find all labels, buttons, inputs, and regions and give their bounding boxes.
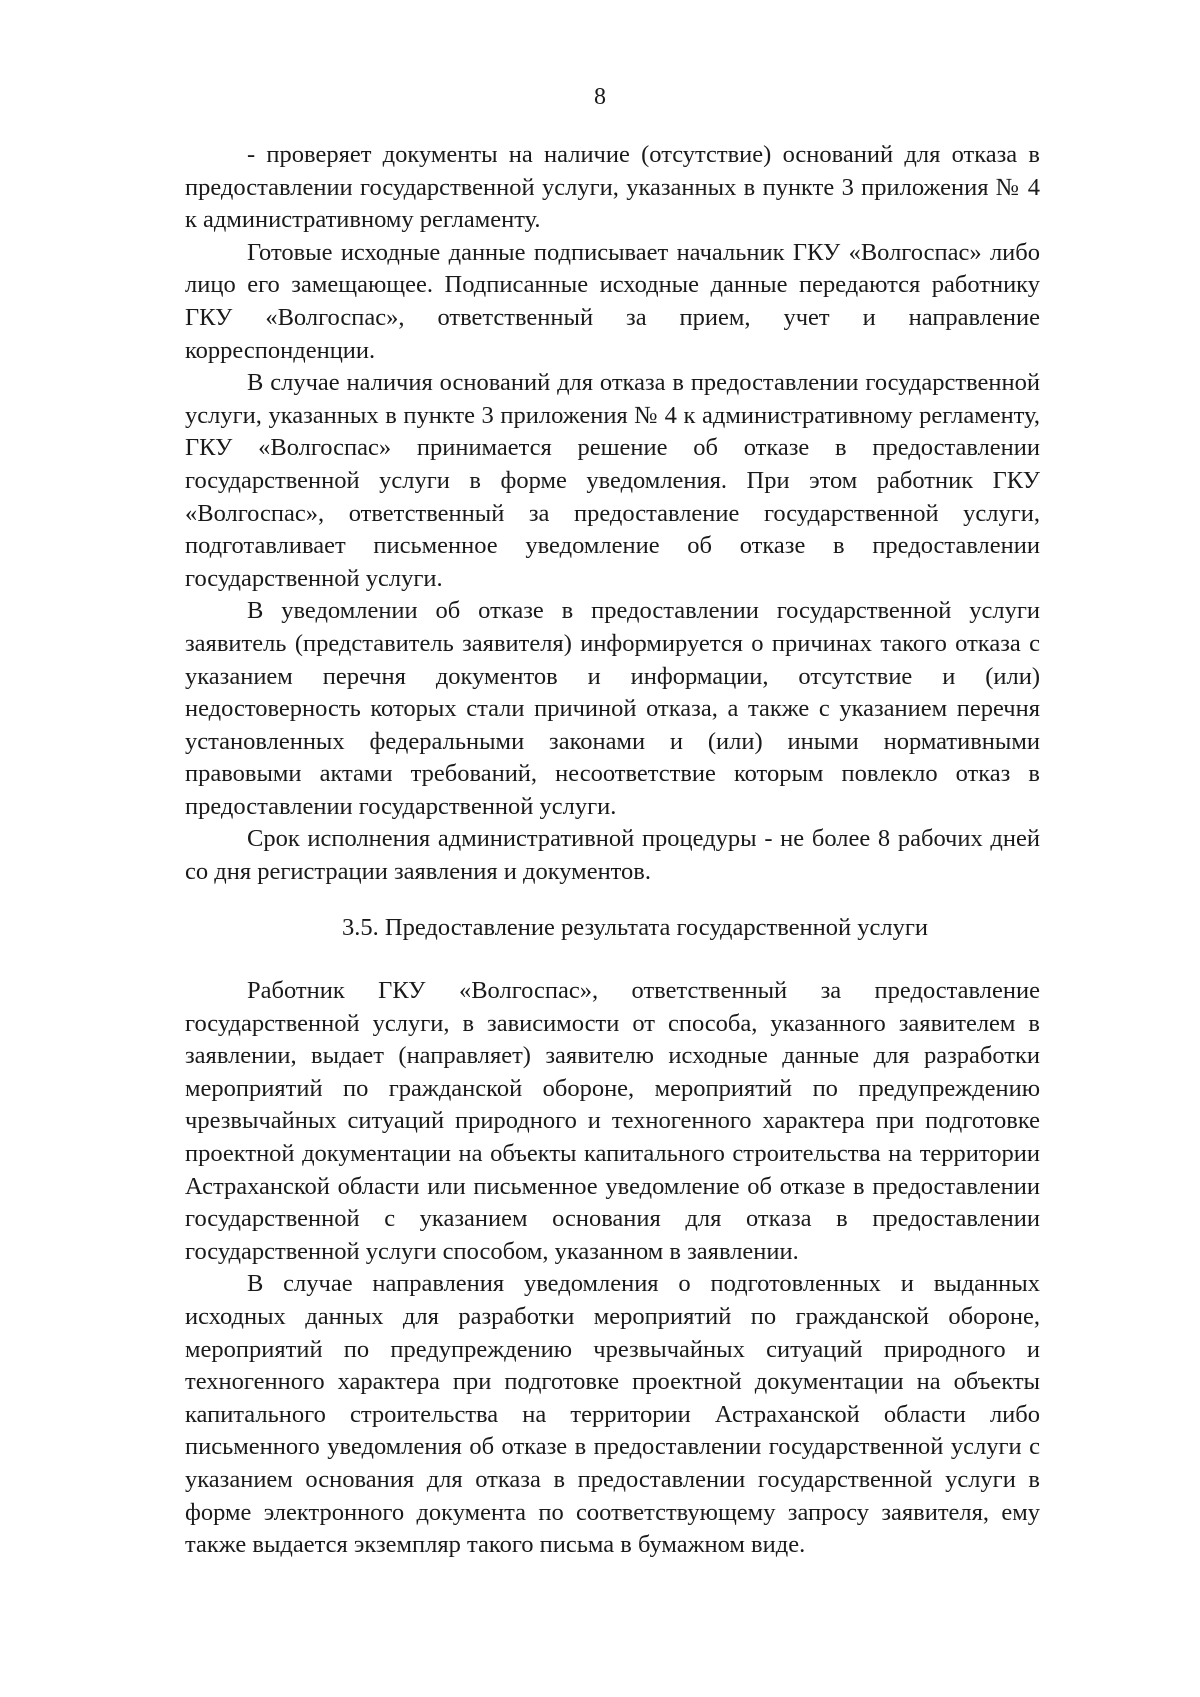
section-body-procedure — [185, 139, 1040, 889]
paragraph-refusal-decision: В случае наличия оснований для отказа в предоставлении государственной услуги, указанных в пункте 3 приложения № 4 к административному регламенту, ГКУ «Волгоспас» принимается решение об отказе в предоставлении государственной услуги в форме уведомления. При этом работник ГКУ «Волгоспас», ответственный за предоставление государственной услуги, подготавливает письменное уведомление об отказе в предоставлении государственной услуги. — [185, 369, 1040, 592]
section-heading: 3.5. Предоставление результата государственной услуги — [342, 914, 928, 941]
section-body-result — [185, 975, 1040, 1562]
paragraph-result-delivery: Работник ГКУ «Волгоспас», ответственный за предоставление государственной услуги, в зависимости от способа, указанного заявителем в заявлении, выдает (направляет) заявителю исходные данные для разработки мероприятий по гражданской обороне, мероприятий по предупреждению чрезвычайных ситуаций природного и техногенного характера при подготовке проектной документации на объекты капитального строительства на территории Астраханской области или письменное уведомление об отказе в предоставлении государственной с указанием основания для отказа в предоставлении государственной услуги способом, указанном в заявлении. — [185, 977, 1040, 1265]
paragraph-refusal-notice: В уведомлении об отказе в предоставлении государственной услуги заявитель (представитель заявителя) информируется о причинах такого отказа с указанием перечня документов и информации, отсутствие и (или) недостоверность которых стали причиной отказа, а также с указанием перечня установленных федеральными законами и (или) иными нормативными правовыми актами требований, несоответствие которым повлекло отказ в предоставлении государственной услуги. — [185, 597, 1040, 820]
page-number: 8 — [594, 84, 606, 110]
paragraph-signing: Готовые исходные данные подписывает начальник ГКУ «Волгоспас» либо лицо его замещающее. Подписанные исходные данные передаются работнику ГКУ «Волгоспас», ответственный за прием, учет и направление корреспонденции. — [185, 238, 1040, 364]
paragraph-deadline: Срок исполнения административной процедуры - не более 8 рабочих дней со дня регистрации заявления и документов. — [185, 825, 1040, 886]
paragraph-electronic-delivery: В случае направления уведомления о подготовленных и выданных исходных данных для разработки мероприятий по гражданской обороне, мероприятий по предупреждению чрезвычайных ситуаций природного и техногенного характера при подготовке проектной документации на объекты капитального строительства на территории Астраханской области либо письменного уведомления об отказе в предоставлении государственной услуги с указанием основания для отказа в предоставлении государственной услуги в форме электронного документа по соответствующему запросу заявителя, ему также выдается экземпляр такого письма в бумажном виде. — [185, 1270, 1040, 1559]
paragraph-document-check: - проверяет документы на наличие (отсутствие) оснований для отказа в предоставлении государственной услуги, указанных в пункте 3 приложения № 4 к административному регламенту. — [185, 141, 1040, 234]
